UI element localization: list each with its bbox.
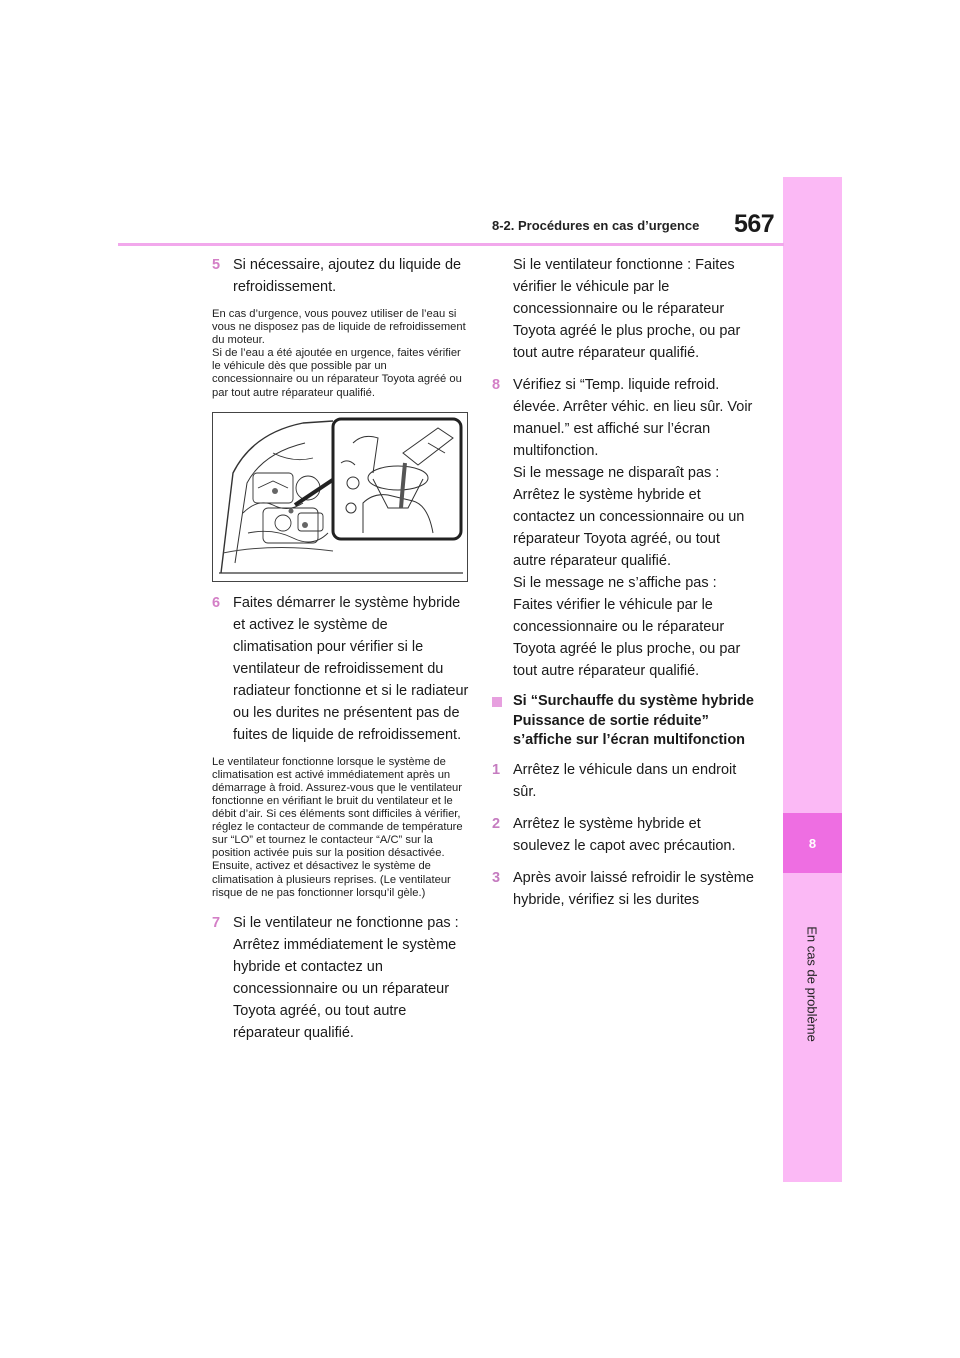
overheat-subheading <box>492 692 754 751</box>
step-number: 6 <box>212 594 221 611</box>
step-text: Vérifiez si “Temp. liquide refroid. élevée. Arrêter véhic. en lieu sûr. Voir manuel.” est affiché sur l’écran multifonction. <box>513 377 753 459</box>
step-number: 5 <box>212 257 221 273</box>
step-6 <box>212 592 470 746</box>
overheat-step-2 <box>492 813 754 857</box>
step-number: 8 <box>492 377 501 393</box>
step-number: 1 <box>492 761 501 778</box>
step-8-case-b: Si le message ne s’affiche pas : Faites vérifier le véhicule par le concessionnaire ou le réparateur Toyota agréé le plus proche, ou par tout autre réparateur qualifié. <box>513 575 741 679</box>
step-number: 7 <box>212 914 221 931</box>
step-text: Si nécessaire, ajoutez du liquide de refroidissement. <box>233 257 462 295</box>
overheat-step-3 <box>492 867 754 911</box>
step-number: 3 <box>492 869 501 886</box>
page-number: 567 <box>734 210 775 238</box>
subheading-text: Si “Surchauffe du système hybride Puissance de sortie réduite” s’affiche sur l’écran multifonction <box>513 693 754 748</box>
step-text: Après avoir laissé refroidir le système hybride, vérifiez si les durites <box>513 869 754 908</box>
left-column <box>212 254 470 1054</box>
note-step-5: En cas d’urgence, vous pouvez utiliser de l’eau si vous ne disposez pas de liquide de refroidissement du moteur. Si de l’eau a été ajoutée en urgence, faites vérifier le véhicule dès que possible par un concessionnaire ou un réparateur Toyota agréé ou par tout autre réparateur qualifié. <box>212 308 466 399</box>
step-text: Si le ventilateur ne fonctionne pas : Arrêtez immédiatement le système hybride et contactez un concessionnaire ou un réparateur Toyota agréé, ou tout autre réparateur qualifié. <box>233 914 459 1041</box>
right-column <box>492 254 754 921</box>
engine-bay-drawing <box>213 413 467 581</box>
square-bullet-icon <box>492 697 502 707</box>
step-7-continued: Si le ventilateur fonctionne : Faites vérifier le véhicule par le concessionnaire ou le réparateur Toyota agréé le plus proche, ou par tout autre réparateur qualifié. <box>513 257 741 361</box>
note-step-6: Le ventilateur fonctionne lorsque le système de climatisation est activé immédiatement après un démarrage à froid. Assurez-vous que le ventilateur fonctionne en vérifiant le bruit du ventilateur et le débit d’air. Si ces éléments sont difficiles à vérifier, réglez le contacteur de commande de température sur “LO” et tournez le contacteur “A/C” sur la position activée puis sur la position désactivée. Ensuite, activez et désactivez le système de climatisation à plusieurs reprises. (Le ventilateur risque de ne pas fonctionner lorsqu’il gèle.) <box>212 755 463 899</box>
step-7 <box>212 912 470 1044</box>
step-number: 2 <box>492 815 501 832</box>
chapter-label: En cas de problème <box>804 926 820 1042</box>
coolant-illustration <box>212 412 468 582</box>
step-text: Arrêtez le système hybride et soulevez le capot avec précaution. <box>513 815 736 854</box>
chapter-number-badge: 8 <box>783 813 842 873</box>
step-8 <box>492 374 754 462</box>
step-5 <box>212 254 470 298</box>
overheat-step-1 <box>492 759 754 803</box>
step-8-case-a: Si le message ne disparaît pas : Arrêtez le système hybride et contactez un concessionnaire ou un réparateur Toyota agréé, ou tout autre réparateur qualifié. <box>513 465 745 569</box>
step-text: Arrêtez le véhicule dans un endroit sûr. <box>513 761 737 800</box>
step-text: Faites démarrer le système hybride et activez le système de climatisation pour vérifier si le ventilateur de refroidissement du radiateur fonctionne et si le radiateur ou les durites ne présentent pas de fuites de liquide de refroidissement. <box>233 594 469 743</box>
header-rule <box>118 243 784 246</box>
section-title: 8-2. Procédures en cas d’urgence <box>492 218 700 233</box>
